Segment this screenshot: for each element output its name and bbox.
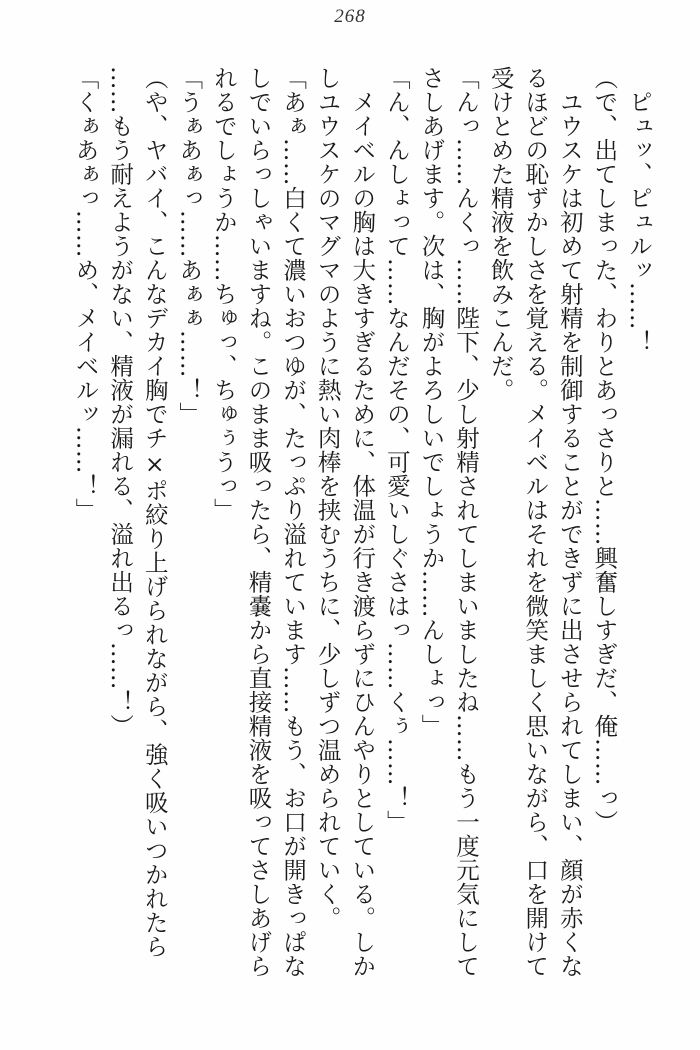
text-line: しユウスケのマグマのように熱い肉棒を挟むうちに、少しずつ温められていく。 bbox=[313, 66, 342, 930]
text-line: 「うぁあぁっ……あぁぁ……！」 bbox=[175, 66, 204, 426]
text-line: 「ん、んしょって……なんだその、可愛いしぐさはっ……くぅ……！」 bbox=[382, 66, 411, 834]
text-line: ……もう耐えようがない、精液が漏れる、溢れ出るっ……！） bbox=[106, 66, 135, 738]
text-line: 「くぁあぁっ……め、メイベルッ……！」 bbox=[71, 66, 100, 522]
text-line: さしあげます。次は、胸がよろしいでしょうか……んしょっ」 bbox=[417, 66, 446, 738]
text-line: 「あぁ……白くて濃いおつゆが、たっぷり溢れています……もう、お口が開きっぱな bbox=[279, 66, 308, 978]
text-line: ユウスケは初めて射精を制御することができずに出させられてしまい、顔が赤くな bbox=[555, 66, 584, 978]
text-line: ピュッ、ピュルッ……！ bbox=[625, 66, 653, 354]
text-line: （や、ヤバイ、こんなデカイ胸でチ×ポ絞り上げられながら、強く吸いつかれたら bbox=[140, 66, 169, 959]
text-line: 「んっ……んくっ……陛下、少し射精されてしまいましたね……もう一度元気にして bbox=[452, 66, 481, 978]
text-line: るほどの恥ずかしさを覚える。メイベルはそれを微笑ましく思いながら、口を開けて bbox=[521, 66, 550, 978]
page-number: 268 bbox=[334, 6, 366, 27]
text-line: メイベルの胸は大きすぎるために、体温が行き渡らずにひんやりとしている。しか bbox=[348, 66, 377, 978]
text-line: れるでしょうか……ちゅっ、ちゅぅうっ」 bbox=[209, 66, 238, 522]
vertical-text-body bbox=[40, 66, 656, 1026]
text-line: しでいらっしゃいますね。このまま吸ったら、精嚢から直接精液を吸ってさしあげら bbox=[244, 66, 273, 978]
text-line: 受けとめた精液を飲みこんだ。 bbox=[486, 66, 515, 402]
text-line: （で、出てしまった、わりとあっさりと……興奮しすぎだ、俺……っ） bbox=[590, 66, 619, 834]
